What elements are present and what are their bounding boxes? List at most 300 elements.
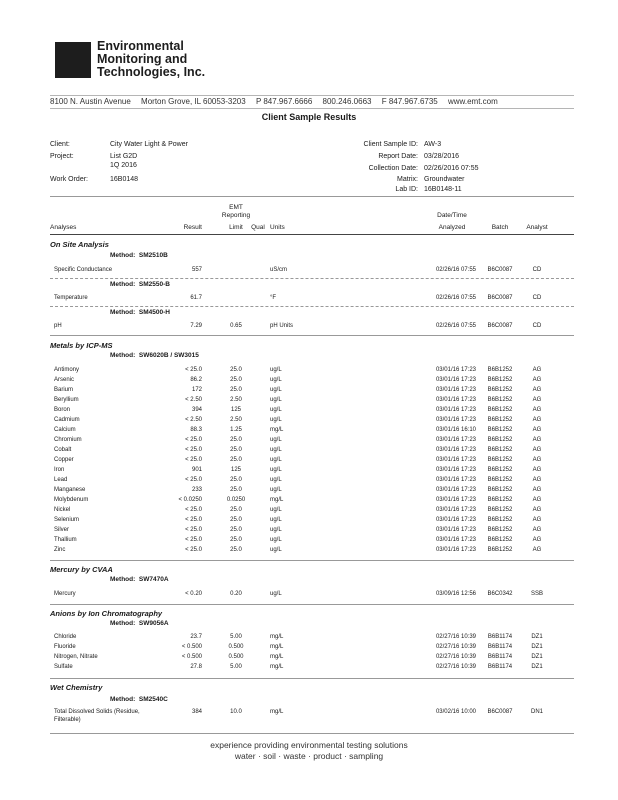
reporting-limit: 25.0 [230, 537, 242, 543]
units: ug/L [270, 527, 282, 533]
client-sample-id-value: AW-3 [424, 141, 442, 148]
analyzed-date: 03/01/16 17:23 [435, 447, 476, 453]
col-header-emt-reporting: Reporting [221, 212, 251, 219]
result: < 2.50 [185, 397, 202, 403]
analyte: Beryllium [54, 397, 79, 403]
result: < 2.50 [185, 417, 202, 423]
analyte: Chromium [54, 437, 82, 443]
footer-divider [50, 733, 574, 734]
result: < 25.0 [185, 517, 202, 523]
batch: B6B1252 [487, 417, 513, 423]
divider [50, 306, 574, 307]
analyst: AG [532, 437, 542, 443]
divider [50, 604, 574, 605]
analyst: DZ1 [531, 644, 543, 650]
result: < 25.0 [185, 437, 202, 443]
batch: B6B1252 [487, 397, 513, 403]
reporting-limit: 25.0 [230, 517, 242, 523]
table-row [0, 266, 618, 275]
reporting-limit: 0.20 [230, 591, 242, 597]
analyst: DZ1 [531, 654, 543, 660]
reporting-limit: 25.0 [230, 377, 242, 383]
reporting-limit: 0.500 [228, 644, 244, 650]
table-row [0, 663, 618, 672]
table-row [0, 386, 618, 395]
analyte: Mercury [54, 591, 76, 597]
analyst: AG [532, 387, 542, 393]
table-row [0, 466, 618, 475]
analyte: pH [54, 323, 62, 329]
section-onsite: On Site Analysis [50, 240, 109, 249]
units: ug/L [270, 517, 282, 523]
col-header-limit: Limit [229, 224, 243, 231]
analyst: AG [532, 527, 542, 533]
section-wet-chemistry: Wet Chemistry [50, 683, 103, 692]
analyte: Sulfate [54, 664, 73, 670]
analyzed-date: 03/01/16 17:23 [435, 407, 476, 413]
result: < 25.0 [185, 537, 202, 543]
units: mg/L [270, 497, 284, 503]
col-header-analyzed: Analyzed [438, 224, 466, 231]
reporting-limit: 25.0 [230, 437, 242, 443]
reporting-limit: 25.0 [230, 387, 242, 393]
batch: B6C0087 [487, 709, 513, 715]
analyst: AG [532, 457, 542, 463]
analyte: Thallium [54, 537, 77, 543]
analyst: AG [532, 397, 542, 403]
reporting-limit: 0.65 [230, 323, 242, 329]
divider [50, 560, 574, 561]
table-row [0, 406, 618, 415]
analyst: DZ1 [531, 634, 543, 640]
units: uS/cm [270, 267, 288, 273]
batch: B6B1252 [487, 457, 513, 463]
reporting-limit: 125 [230, 407, 241, 413]
lab-id-label: Lab ID: [395, 186, 418, 193]
analyte: Nickel [54, 507, 71, 513]
result: < 25.0 [185, 507, 202, 513]
result: 557 [191, 267, 202, 273]
table-row [0, 456, 618, 465]
footer-tagline: experience providing environmental testing solutions [210, 740, 408, 750]
units: ug/L [270, 457, 282, 463]
result: < 25.0 [185, 477, 202, 483]
units: mg/L [270, 709, 284, 715]
units: ug/L [270, 377, 282, 383]
result: < 0.20 [185, 591, 202, 597]
lab-id-value: 16B0148-11 [424, 186, 462, 193]
batch: B6C0087 [487, 295, 513, 301]
analyst: CD [532, 267, 542, 273]
units: mg/L [270, 644, 284, 650]
col-header-units: Units [270, 224, 285, 231]
analyzed-date: 03/01/16 17:23 [435, 527, 476, 533]
table-row [0, 486, 618, 495]
company-web: www.emt.com [447, 97, 498, 106]
table-row [0, 546, 618, 555]
divider [50, 335, 574, 336]
analyzed-date: 03/01/16 17:23 [435, 467, 476, 473]
table-row [0, 322, 618, 331]
col-header-analyst: Analyst [526, 224, 548, 231]
units: ug/L [270, 537, 282, 543]
company-name-line: Environmental [97, 39, 184, 53]
table-row [0, 436, 618, 445]
table-row [0, 506, 618, 515]
work-order-value: 16B0148 [110, 176, 139, 183]
units: ug/L [270, 507, 282, 513]
analyte: Iron [54, 467, 65, 473]
batch: B6B1252 [487, 497, 513, 503]
reporting-limit: 25.0 [230, 457, 242, 463]
batch: B6B1252 [487, 507, 513, 513]
result: < 25.0 [185, 527, 202, 533]
method-label: Method: [110, 620, 136, 627]
analyst: AG [532, 467, 542, 473]
method-value: SW7470A [138, 576, 169, 583]
analyte: Molybdenum [54, 497, 89, 503]
analyst: AG [532, 367, 542, 373]
result: < 25.0 [185, 547, 202, 553]
analyte: Cadmium [54, 417, 80, 423]
analyzed-date: 03/01/16 17:23 [435, 377, 476, 383]
batch: B6B1252 [487, 407, 513, 413]
work-order-label: Work Order: [50, 176, 88, 183]
analyst: AG [532, 507, 542, 513]
units: ug/L [270, 447, 282, 453]
client-value: City Water Light & Power [110, 141, 188, 148]
reporting-limit: 25.0 [230, 447, 242, 453]
col-header-date: Date/Time [437, 212, 467, 219]
table-row [0, 294, 618, 303]
result: 88.3 [190, 427, 202, 433]
table-row [0, 516, 618, 525]
project-value: List G2D [110, 153, 138, 160]
analyzed-date: 03/01/16 17:23 [435, 517, 476, 523]
client-label: Client: [50, 141, 70, 148]
table-row [0, 396, 618, 405]
analyst: AG [532, 377, 542, 383]
analyte: Barium [54, 387, 74, 393]
batch: B6B1252 [487, 427, 513, 433]
reporting-limit: 0.0250 [226, 497, 246, 503]
analyzed-date: 02/27/16 10:39 [435, 644, 476, 650]
batch: B6B1252 [487, 517, 513, 523]
matrix-value: Groundwater [424, 176, 465, 183]
result: 27.8 [190, 664, 202, 670]
analyst: DN1 [530, 709, 543, 715]
divider [50, 278, 574, 279]
matrix-label: Matrix: [397, 176, 418, 183]
units: ug/L [270, 437, 282, 443]
analyst: AG [532, 447, 542, 453]
company-name [97, 40, 297, 79]
reporting-limit: 10.0 [230, 709, 242, 715]
result: 901 [191, 467, 202, 473]
batch: B6C0087 [487, 267, 513, 273]
reporting-limit: 25.0 [230, 477, 242, 483]
units: mg/L [270, 427, 284, 433]
project-value-period: 1Q 2016 [110, 162, 137, 169]
table-row [0, 496, 618, 505]
analyte: Chloride [54, 634, 77, 640]
table-row [0, 653, 618, 662]
project-label: Project: [50, 153, 74, 160]
analyst: AG [532, 517, 542, 523]
method-label: Method: [110, 252, 136, 259]
batch: B6B1252 [487, 537, 513, 543]
analyte: Antimony [54, 367, 80, 373]
result: 23.7 [190, 634, 202, 640]
analyte: Temperature [54, 295, 88, 301]
analyzed-date: 02/27/16 10:39 [435, 654, 476, 660]
batch: B6B1252 [487, 547, 513, 553]
footer-services: water · soil · waste · product · sampling [234, 751, 384, 761]
analyzed-date: 03/01/16 17:23 [435, 487, 476, 493]
batch: B6B1252 [487, 467, 513, 473]
units: ug/L [270, 547, 282, 553]
method-line [110, 309, 170, 316]
company-phone: P 847.967.6666 [255, 97, 313, 106]
analyst: AG [532, 487, 542, 493]
reporting-limit: 2.50 [230, 417, 242, 423]
analyzed-date: 03/01/16 17:23 [435, 537, 476, 543]
report-date-label: Report Date: [378, 153, 418, 160]
method-value: SM4500-H [138, 309, 170, 316]
analyte: Calcium [54, 427, 76, 433]
analyst: CD [532, 295, 542, 301]
result: < 25.0 [185, 447, 202, 453]
analyzed-date: 03/01/16 16:10 [435, 427, 476, 433]
analyst: AG [532, 537, 542, 543]
col-header-result: Result [183, 224, 202, 231]
analyst: CD [532, 323, 542, 329]
table-row [0, 633, 618, 642]
table-row [0, 446, 618, 455]
method-value: SM2540C [138, 696, 168, 703]
header-divider [50, 234, 574, 235]
report-date-value: 03/28/2016 [424, 153, 460, 160]
batch: B6B1252 [487, 447, 513, 453]
batch: B6B1252 [487, 367, 513, 373]
analyst: AG [532, 497, 542, 503]
analyte: Copper [54, 457, 74, 463]
table-row [0, 526, 618, 535]
company-city: Morton Grove, IL 60053-3203 [141, 97, 246, 106]
reporting-limit: 2.50 [230, 397, 242, 403]
company-address: 8100 N. Austin Avenue [50, 97, 131, 106]
table-row [0, 416, 618, 425]
batch: B6C0087 [487, 323, 513, 329]
analyst: AG [532, 427, 542, 433]
result: 7.29 [190, 323, 202, 329]
units: ug/L [270, 407, 282, 413]
collection-date-value: 02/26/2016 07:55 [424, 165, 479, 172]
method-label: Method: [110, 696, 136, 703]
analyzed-date: 02/26/16 07:55 [435, 267, 476, 273]
analyte: Specific Conductance [54, 267, 113, 273]
reporting-limit: 5.00 [230, 634, 242, 640]
batch: B6B1252 [487, 527, 513, 533]
col-header-qual: Qual [251, 224, 265, 231]
analyzed-date: 03/01/16 17:23 [435, 507, 476, 513]
reporting-limit: 25.0 [230, 487, 242, 493]
result: < 25.0 [185, 457, 202, 463]
batch: B6B1174 [487, 654, 513, 660]
units: mg/L [270, 654, 284, 660]
col-header-emt: EMT [229, 204, 243, 211]
method-value: SM2510B [138, 252, 168, 259]
analyzed-date: 03/01/16 17:23 [435, 387, 476, 393]
table-row [0, 476, 618, 485]
analyzed-date: 03/01/16 17:23 [435, 547, 476, 553]
table-row [0, 536, 618, 545]
batch: B6B1252 [487, 487, 513, 493]
company-name-line: Technologies, Inc. [97, 65, 206, 79]
method-line [110, 252, 168, 259]
units: ug/L [270, 367, 282, 373]
address-bar [50, 95, 574, 109]
company-fax: F 847.967.6735 [381, 97, 438, 106]
batch: B6B1252 [487, 377, 513, 383]
analyte: Cobalt [54, 447, 72, 453]
result: 384 [191, 709, 202, 715]
analyte: Silver [54, 527, 70, 533]
analyte-continued: Filterable) [54, 717, 81, 723]
client-sample-id-label: Client Sample ID: [363, 141, 418, 148]
analyzed-date: 02/27/16 10:39 [435, 664, 476, 670]
analyzed-date: 03/01/16 17:23 [435, 367, 476, 373]
method-value: SM2550-B [138, 281, 170, 288]
table-row [0, 366, 618, 375]
analyzed-date: 03/09/16 12:56 [435, 591, 476, 597]
reporting-limit: 0.500 [228, 654, 244, 660]
col-header-analyses: Analyses [50, 224, 77, 231]
reporting-limit: 25.0 [230, 527, 242, 533]
analyst: AG [532, 407, 542, 413]
analyzed-date: 03/01/16 17:23 [435, 497, 476, 503]
divider [50, 678, 574, 679]
method-line [110, 352, 199, 359]
method-line [110, 576, 169, 583]
analyzed-date: 02/27/16 10:39 [435, 634, 476, 640]
analyte: Fluoride [54, 644, 76, 650]
batch: B6B1252 [487, 387, 513, 393]
reporting-limit: 25.0 [230, 507, 242, 513]
analyst: SSB [530, 591, 543, 597]
method-value: SW6020B / SW3015 [138, 352, 199, 359]
analyzed-date: 03/01/16 17:23 [435, 437, 476, 443]
company-name-line: Monitoring and [97, 52, 188, 66]
table-row [0, 643, 618, 652]
analyzed-date: 02/26/16 07:55 [435, 295, 476, 301]
method-label: Method: [110, 309, 136, 316]
reporting-limit: 1.25 [230, 427, 242, 433]
units: ug/L [270, 477, 282, 483]
units: mg/L [270, 634, 284, 640]
analyzed-date: 03/02/16 10:00 [435, 709, 476, 715]
table-row-continued [0, 716, 618, 725]
batch: B6B1174 [487, 664, 513, 670]
reporting-limit: 25.0 [230, 547, 242, 553]
result: < 0.500 [181, 644, 202, 650]
section-metals: Metals by ICP-MS [50, 341, 113, 350]
analyzed-date: 03/01/16 17:23 [435, 397, 476, 403]
method-label: Method: [110, 281, 136, 288]
table-row [0, 426, 618, 435]
reporting-limit: 25.0 [230, 367, 242, 373]
method-label: Method: [110, 352, 136, 359]
analyte: Total Dissolved Solids (Residue, [54, 709, 140, 715]
units: pH Units [270, 323, 294, 329]
result: 61.7 [190, 295, 202, 301]
analyte: Lead [54, 477, 68, 483]
batch: B6B1174 [487, 644, 513, 650]
batch: B6C0342 [487, 591, 513, 597]
analyst: AG [532, 477, 542, 483]
reporting-limit: 125 [230, 467, 241, 473]
batch: B6B1252 [487, 477, 513, 483]
reporting-limit: 5.00 [230, 664, 242, 670]
divider [50, 196, 574, 197]
result: 86.2 [190, 377, 202, 383]
analyte: Nitrogen, Nitrate [54, 654, 98, 660]
analyte: Zinc [54, 547, 66, 553]
analyzed-date: 02/26/16 07:55 [435, 323, 476, 329]
method-line [110, 281, 170, 288]
collection-date-label: Collection Date: [368, 165, 418, 172]
result: < 25.0 [185, 367, 202, 373]
result: < 0.500 [181, 654, 202, 660]
result: 233 [191, 487, 202, 493]
units: ug/L [270, 397, 282, 403]
report-title: Client Sample Results [261, 112, 357, 122]
units: mg/L [270, 664, 284, 670]
analyzed-date: 03/01/16 17:23 [435, 457, 476, 463]
result: 394 [191, 407, 202, 413]
units: ug/L [270, 387, 282, 393]
table-row [0, 376, 618, 385]
method-line [110, 696, 168, 703]
result: 172 [191, 387, 202, 393]
batch: B6B1252 [487, 437, 513, 443]
table-row [0, 590, 618, 599]
method-line [110, 620, 169, 627]
company-logo-icon [55, 42, 91, 78]
section-mercury: Mercury by CVAA [50, 565, 113, 574]
analyte: Manganese [54, 487, 86, 493]
col-header-batch: Batch [491, 224, 509, 231]
batch: B6B1174 [487, 634, 513, 640]
company-phone-tollfree: 800.246.0663 [322, 97, 372, 106]
analyte: Selenium [54, 517, 80, 523]
units: ug/L [270, 487, 282, 493]
analyzed-date: 03/01/16 17:23 [435, 477, 476, 483]
result: < 0.0250 [178, 497, 202, 503]
units: ug/L [270, 591, 282, 597]
analyst: AG [532, 417, 542, 423]
analyte: Arsenic [54, 377, 75, 383]
section-anions: Anions by Ion Chromatography [50, 609, 163, 618]
analyst: DZ1 [531, 664, 543, 670]
analyte: Boron [54, 407, 71, 413]
analyst: AG [532, 547, 542, 553]
analyzed-date: 03/01/16 17:23 [435, 417, 476, 423]
method-label: Method: [110, 576, 136, 583]
units: °F [270, 295, 277, 301]
method-value: SW9056A [138, 620, 169, 627]
units: ug/L [270, 467, 282, 473]
